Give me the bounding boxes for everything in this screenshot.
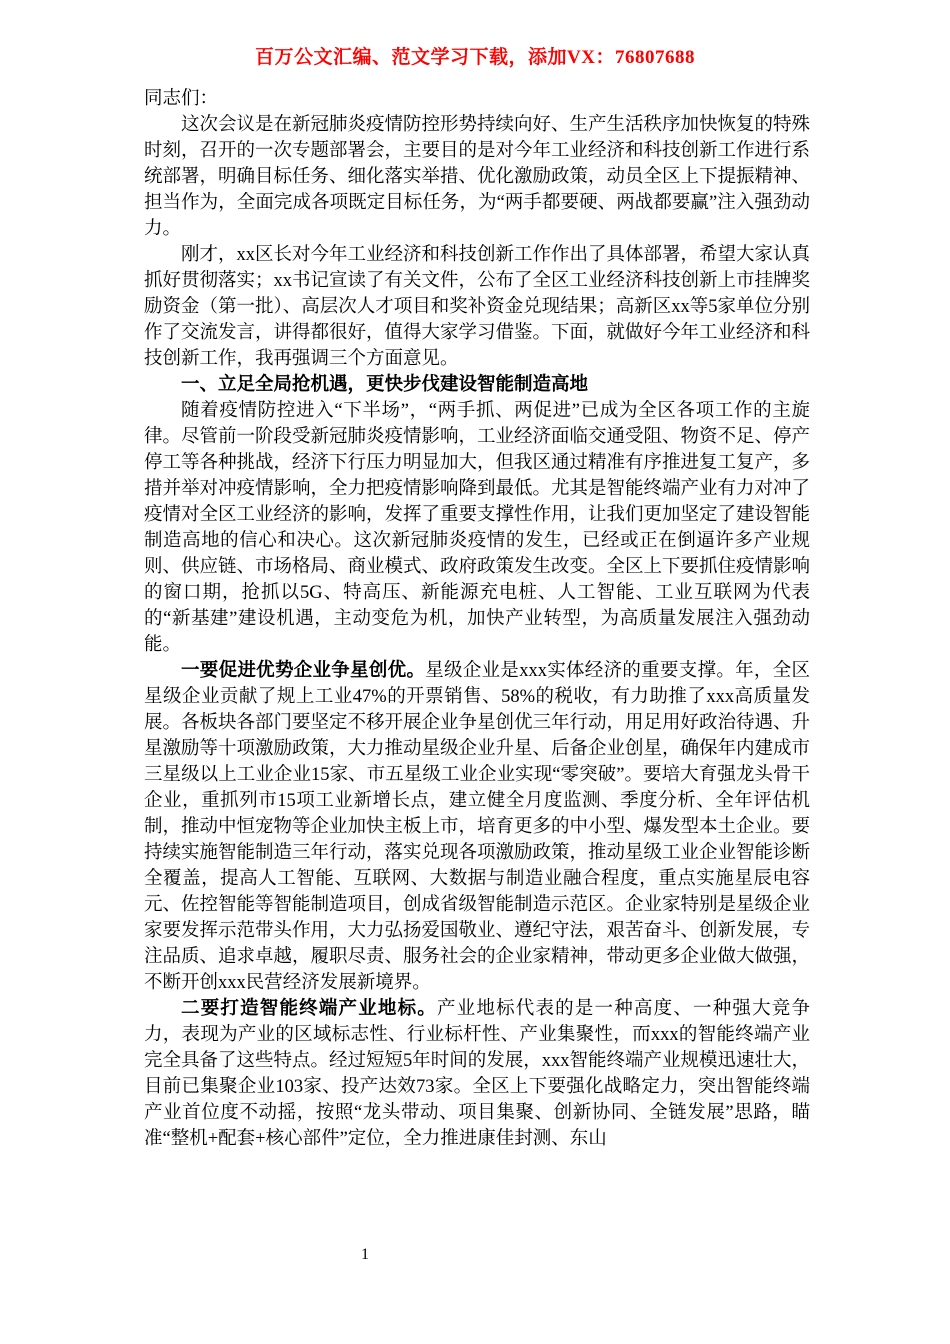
promo-banner: 百万公文汇编、范文学习下载，添加VX：76807688 (255, 47, 695, 68)
paragraph-recap: 刚才，xx区长对今年工业经济和科技创新工作作出了具体部署，希望大家认真抓好贯彻落实；xx书记宣读了有关文件，公布了全区工业经济科技创新上市挂牌奖励资金（第一批）、高层次人才项目和奖补资金兑现结果；高新区xx等5家单位分别作了交流发言，讲得都很好，值得大家学习借鉴。下面，就做好今年工业经济和科技创新工作，我再强调三个方面意见。 (144, 245, 811, 369)
document-body (144, 86, 810, 1152)
point-1-text: 星级企业是xxx实体经济的重要支撑。年，全区星级企业贡献了规上工业47%的开票销售、58%的税收，有力助推了xxx高质量发展。各板块各部门要坚定不移开展企业争星创优三年行动，用足用好政治待遇、升星激励等十项激励政策，大力推动星级企业升星、后备企业创星，确保年内建成市三星级以上工业企业15家、市五星级工业企业实现“零突破”。要培大育强龙头骨干企业，重抓列市15项工业新增长点，建立健全月度监测、季度分析、全年评估机制，推动中恒宠物等企业加快主板上市，培育更多的中小型、爆发型本土企业。要持续实施智能制造三年行动，落实兑现各项激励政策，推动星级工业企业智能诊断全覆盖，提高人工智能、互联网、大数据与制造业融合程度，重点实施星辰电容元、佐控智能等智能制造项目，创成省级智能制造示范区。企业家特别是星级企业家要发挥示范带头作用，大力弘扬爱国敬业、遵纪守法，艰苦奋斗、创新发展，专注品质、追求卓越，履职尽责、服务社会的企业家精神，带动更多企业做大做强，不断开创xxx民营经济发展新境界。 (144, 661, 811, 993)
page-number: 1 (361, 1246, 369, 1263)
point-1-lead: 一要促进优势企业争星创优。 (181, 661, 426, 681)
paragraph-point-2 (144, 996, 810, 1152)
paragraph-epidemic-text: 随着疫情防控进入“下半场”，“两手抓、两促进”已成为全区各项工作的主旋律。尽管前一阶段受新冠肺炎疫情影响，工业经济面临交通受阻、物资不足、停产停工等各种挑战，经济下行压力明显加大，但我区通过精准有序推进复工复产，多措并举对冲疫情影响，全力把疫情影响降到最低。尤其是智能终端产业有力对冲了疫情对全区工业经济的影响，发挥了重要支撑性作用，让我们更加坚定了建设智能制造高地的信心和决心。这次新冠肺炎疫情的发生，已经或正在倒逼许多产业规则、供应链、市场格局、商业模式、政府政策发生改变。全区上下要抓住疫情影响的窗口期，抢抓以5G、特高压、新能源充电桩、人工智能、工业互联网为代表的“新基建”建设机遇，主动变危为机，加快产业转型，为高质量发展注入强劲动能。 (144, 401, 811, 655)
point-2-text: 产业地标代表的是一种高度、一种强大竞争力，表现为产业的区域标志性、行业标杆性、产业集聚性，而xxx的智能终端产业完全具备了这些特点。经过短短5年时间的发展，xxx智能终端产业规模迅速壮大，目前已集聚企业103家、投产达效73家。全区上下要强化战略定力，突出智能终端产业首位度不动摇，按照“龙头带动、项目集聚、创新协同、全链发展”思路，瞄准“整机+配套+核心部件”定位，全力推进康佳封测、东山 (144, 999, 811, 1149)
paragraph-epidemic-context (144, 398, 810, 658)
section-heading-1: 一、立足全局抢机遇，更快步伐建设智能制造高地 (181, 375, 589, 395)
paragraph-point-1 (144, 658, 810, 996)
salutation: 同志们： (144, 89, 219, 109)
paragraph-meeting-purpose: 这次会议是在新冠肺炎疫情防控形势持续向好、生产生活秩序加快恢复的特殊时刻，召开的一次专题部署会，主要目的是对今年工业经济和科技创新工作进行系统部署，明确目标任务、细化落实举措、优化激励政策，动员全区上下提振精神、担当作为，全面完成各项既定目标任务，为“两手都要硬、两战都要赢”注入强劲动力。 (144, 115, 811, 239)
point-2-lead: 二要打造智能终端产业地标。 (181, 999, 438, 1019)
